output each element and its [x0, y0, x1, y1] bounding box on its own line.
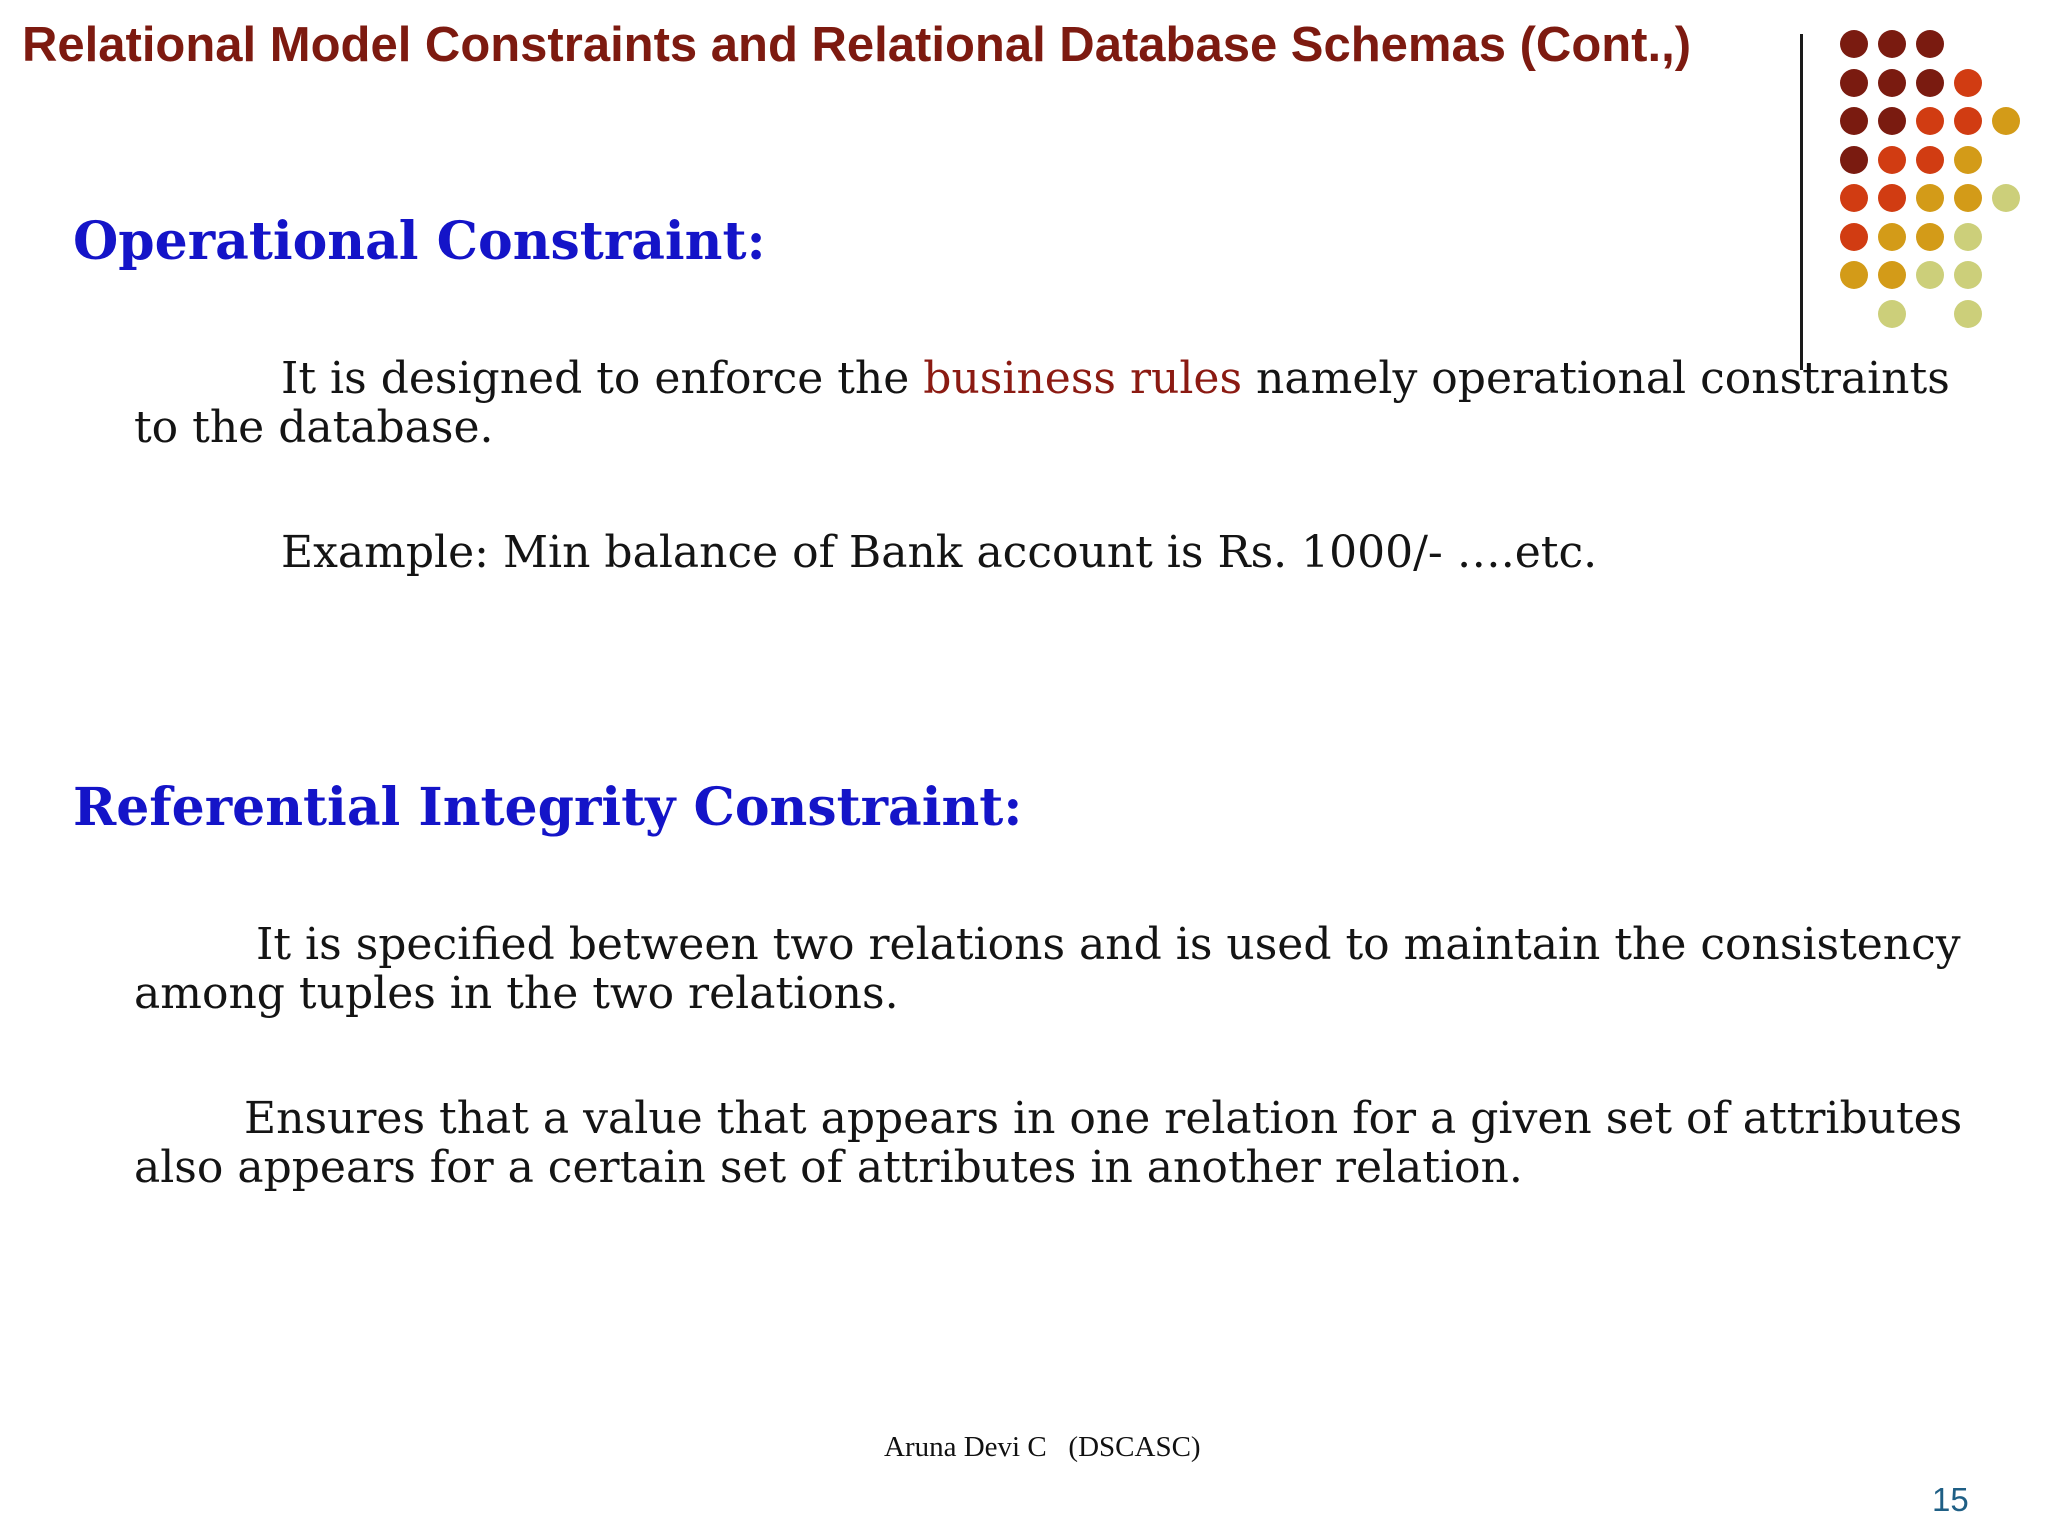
decorative-dot	[1878, 107, 1906, 135]
description-text-after: namely operational constraints to the database.	[134, 353, 1950, 453]
decorative-dot	[1954, 107, 1982, 135]
decorative-dot	[1916, 30, 1944, 58]
referential-integrity-explanation: Ensures that a value that appears in one relation for a given set of attributes also appears for a certain set of attributes in another relation.	[134, 1093, 1963, 1193]
decorative-dot	[1916, 107, 1944, 135]
decorative-dot	[1916, 261, 1944, 289]
decorative-dot	[1878, 30, 1906, 58]
decorative-dot	[1954, 184, 1982, 212]
decorative-dot	[1878, 223, 1906, 251]
operational-constraint-description	[134, 354, 1964, 452]
business-rules-highlight: business rules	[923, 353, 1243, 404]
referential-integrity-description: It is specified between two relations and is used to maintain the consistency among tuples in the two relations.	[134, 919, 1961, 1019]
decorative-dot	[1954, 223, 1982, 251]
decorative-dot	[1954, 300, 1982, 328]
decorative-dot	[1992, 107, 2020, 135]
decorative-dot	[1878, 261, 1906, 289]
decorative-dot	[1878, 300, 1906, 328]
decorative-dot	[1840, 69, 1868, 97]
decorative-dot	[1954, 146, 1982, 174]
decorative-dot	[1916, 69, 1944, 97]
decorative-dot	[1878, 69, 1906, 97]
decorative-dot	[1878, 184, 1906, 212]
page-number: 15	[1932, 1481, 1969, 1518]
decorative-dot	[1840, 223, 1868, 251]
decorative-dot	[1916, 184, 1944, 212]
decorative-dot	[1954, 261, 1982, 289]
title-divider-line	[1800, 34, 1803, 370]
decorative-dot	[1878, 146, 1906, 174]
operational-constraint-example: Example: Min balance of Bank account is Rs. 1000/- ….etc.	[281, 527, 1598, 578]
slide-title: Relational Model Constraints and Relational Database Schemas (Cont.,)	[22, 18, 1692, 72]
footer-author: Aruna Devi C (DSCASC)	[884, 1431, 1201, 1463]
description-text-before: It is designed to enforce the	[281, 353, 924, 404]
decorative-dot	[1840, 107, 1868, 135]
decorative-dot	[1840, 261, 1868, 289]
section-heading-referential-integrity: Referential Integrity Constraint:	[73, 777, 1023, 838]
decorative-dot	[1954, 69, 1982, 97]
decorative-dot	[1840, 184, 1868, 212]
decorative-dot	[1992, 184, 2020, 212]
decorative-dot-grid	[1840, 30, 2020, 340]
decorative-dot	[1916, 146, 1944, 174]
decorative-dot	[1840, 30, 1868, 58]
decorative-dot	[1840, 146, 1868, 174]
section-heading-operational-constraint: Operational Constraint:	[73, 211, 766, 272]
decorative-dot	[1916, 223, 1944, 251]
